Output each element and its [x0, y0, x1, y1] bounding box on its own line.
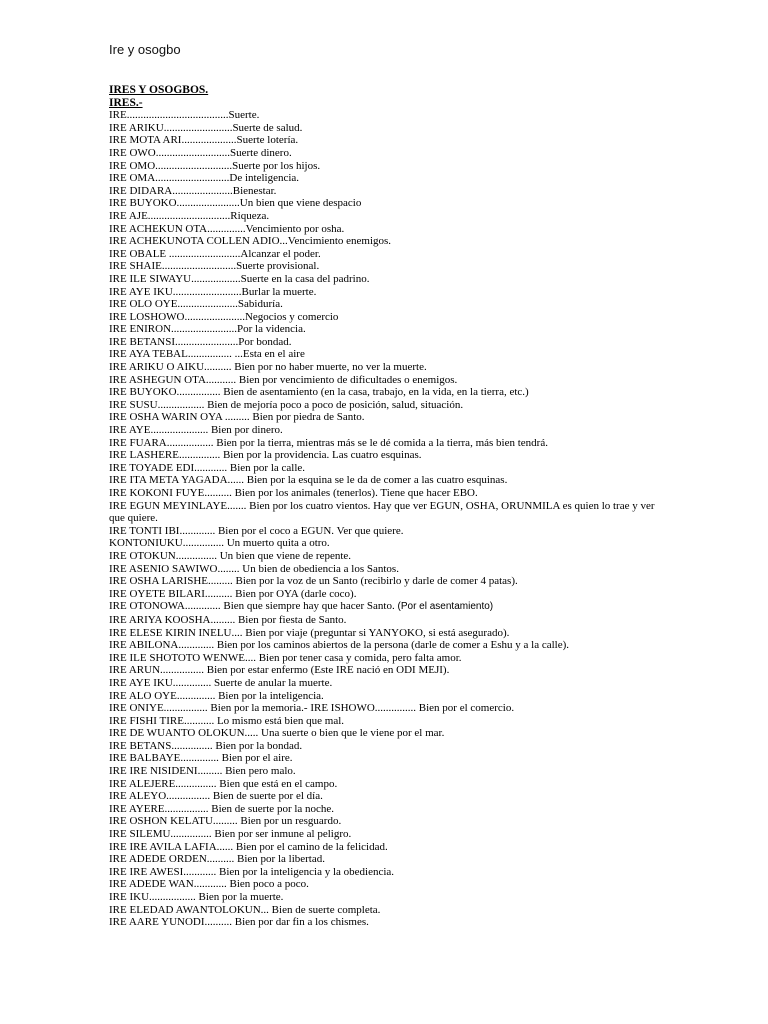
entry-line: IRE OTONOWA............. Bien que siempre hay que hacer Santo. (Por el asentamiento) [109, 600, 494, 613]
entry-line: IRE SILEMU............... Bien por ser inmune al peligro. [109, 828, 352, 841]
entry-line: IRE ARIKU.........................Suerte de salud. [109, 121, 303, 134]
entry-line: IRE ELESE KIRIN INELU.... Bien por viaje (preguntar si YANYOKO, si está asegurado). [109, 626, 510, 639]
entry-line: IRE ELEDAD AWANTOLOKUN... Bien de suerte completa. [109, 903, 381, 916]
entry-line: IRE AYE..................... Bien por dinero. [109, 424, 283, 437]
entry-line: IRE TOYADE EDI............ Bien por la calle. [109, 461, 306, 474]
entry-line: IRE BUYOKO................ Bien de asentamiento (en la casa, trabajo, en la vida, en la tierra, etc.) [109, 386, 529, 399]
entry-line: IRE AYE IKU.........................Burlar la muerte. [109, 285, 317, 298]
entry-line: IRE OMO............................Suerte por los hijos. [109, 159, 321, 172]
entry-line: IRE OTOKUN............... Un bien que viene de repente. [109, 549, 352, 562]
entry-list [109, 109, 669, 929]
entry-line: IRE DIDARA......................Bienestar. [109, 184, 277, 197]
entry-line: IRE AYERE................ Bien de suerte por la noche. [109, 802, 335, 815]
entry-line: IRE SHAIE...........................Suerte provisional. [109, 260, 320, 273]
entry-line: IRE ABILONA............. Bien por los caminos abiertos de la persona (darle de comer a Eshu y a la calle). [109, 639, 570, 652]
entry-line: IRE ACHEKUN OTA..............Vencimiento por osha. [109, 222, 345, 235]
entry-line: IRE TONTI IBI............. Bien por el coco a EGUN. Ver que quiere. [109, 524, 404, 537]
entry-line: IRE OBALE ..........................Alcanzar el poder. [109, 247, 321, 260]
entry-line: IRE ACHEKUNOTA COLLEN ADIO...Vencimiento enemigos. [109, 235, 392, 248]
document-body [109, 84, 669, 929]
entry-line: IRE OYETE BILARI.......... Bien por OYA (darle coco). [109, 587, 357, 600]
entry-line: IRE ENIRON........................Por la videncia. [109, 323, 306, 336]
entry-line: IRE OSHA WARIN OYA ......... Bien por piedra de Santo. [109, 411, 365, 424]
entry-line: IRE OLO OYE......................Sabiduría. [109, 298, 283, 311]
entry-line: IRE ARIYA KOOSHA......... Bien por fiesta de Santo. [109, 613, 347, 626]
entry-line: IRE OMA...........................De inteligencia. [109, 172, 300, 185]
entry-line: IRE MOTA ARI....................Suerte lotería. [109, 134, 299, 147]
entry-line: IRE ASENIO SAWIWO........ Un bien de obediencia a los Santos. [109, 562, 399, 575]
section-heading: IRES Y OSOGBOS. [109, 84, 209, 96]
entry-line: IRE ARUN................ Bien por estar enfermo (Este IRE nació en ODI MEJI). [109, 664, 450, 677]
entry-line: IRE OWO...........................Suerte dinero. [109, 146, 292, 159]
entry-line: IRE LASHERE............... Bien por la providencia. Las cuatro esquinas. [109, 449, 422, 462]
entry-line: KONTONIUKU............... Un muerto quita a otro. [109, 537, 330, 550]
entry-line: IRE.....................................Suerte. [109, 109, 260, 122]
entry-line: IRE EGUN MEYINLAYE....... Bien por los cuatro vientos. Hay que ver EGUN, OSHA, ORUNMILA es quien lo trae y ver que quiere. [109, 499, 655, 525]
entry-line: IRE BETANSI.......................Por bondad. [109, 335, 292, 348]
entry-line: IRE ILE SHOTOTO WENWE.... Bien por tener casa y comida, pero falta amor. [109, 651, 462, 664]
inline-note: (Por el asentamiento) [394, 601, 494, 613]
entry-line: IRE AJE..............................Riqueza. [109, 209, 270, 222]
entry-line: IRE ALEJERE............... Bien que está en el campo. [109, 777, 338, 790]
entry-line: IRE BETANS............... Bien por la bondad. [109, 739, 303, 752]
entry-line: IRE ADEDE WAN............ Bien poco a poco. [109, 878, 309, 891]
entry-line: IRE BALBAYE.............. Bien por el aire. [109, 752, 293, 765]
entry-line: IRE IRE NISIDENI......... Bien pero malo. [109, 765, 296, 778]
entry-line: IRE AYE IKU.............. Suerte de anular la muerte. [109, 676, 333, 689]
entry-line: IRE IKU................. Bien por la muerte. [109, 891, 284, 903]
entry-line: IRE ALO OYE.............. Bien por la inteligencia. [109, 689, 324, 702]
entry-line: IRE IRE AWESI............ Bien por la inteligencia y la obediencia. [109, 865, 395, 878]
entry-line: IRE OSHA LARISHE......... Bien por la voz de un Santo (recibirlo y darle de comer 4 patas). [109, 575, 518, 588]
entry-line: IRE ALEYO................ Bien de suerte por el día. [109, 790, 323, 803]
entry-line: IRE FUARA................. Bien por la tierra, mientras más se le dé comida a la tierra, más bien tendrá. [109, 436, 548, 449]
page-header: Ire y osogbo [109, 42, 181, 57]
entry-line: IRE AYA TEBAL................ ...Esta en el aire [109, 348, 305, 361]
entry-line: IRE ASHEGUN OTA........... Bien por vencimiento de dificultades o enemigos. [109, 373, 458, 386]
entry-line: IRE ILE SIWAYU..................Suerte en la casa del padrino. [109, 272, 370, 285]
entry-line: IRE FISHI TIRE........... Lo mismo está bien que mal. [109, 714, 345, 727]
entry-line: IRE KOKONI FUYE.......... Bien por los animales (tenerlos). Tiene que hacer EBO. [109, 487, 478, 499]
entry-line: IRE ADEDE ORDEN.......... Bien por la libertad. [109, 853, 325, 866]
entry-line: IRE OSHON KELATU......... Bien por un resguardo. [109, 815, 342, 828]
entry-line: IRE BUYOKO.......................Un bien que viene despacio [109, 197, 362, 210]
entry-line: IRE LOSHOWO......................Negocios y comercio [109, 310, 339, 323]
entry-line: IRE ONIYE................ Bien por la memoria.- IRE ISHOWO............... Bien por el comercio. [109, 702, 515, 715]
entry-line: IRE ARIKU O AIKU.......... Bien por no haber muerte, no ver la muerte. [109, 361, 427, 374]
entry-line: IRE DE WUANTO OLOKUN..... Una suerte o bien que le viene por el mar. [109, 727, 445, 740]
entry-line: IRE ITA META YAGADA...... Bien por la esquina se le da de comer a las cuatro esquinas. [109, 474, 508, 487]
entry-line: IRE IRE AVILA LAFIA...... Bien por el camino de la felicidad. [109, 840, 388, 853]
entry-line: IRE AARE YUNODI.......... Bien por dar fin a los chismes. [109, 916, 369, 929]
entry-line: IRE SUSU................. Bien de mejoría poco a poco de posición, salud, situación. [109, 398, 464, 411]
subsection-heading: IRES.- [109, 96, 143, 109]
